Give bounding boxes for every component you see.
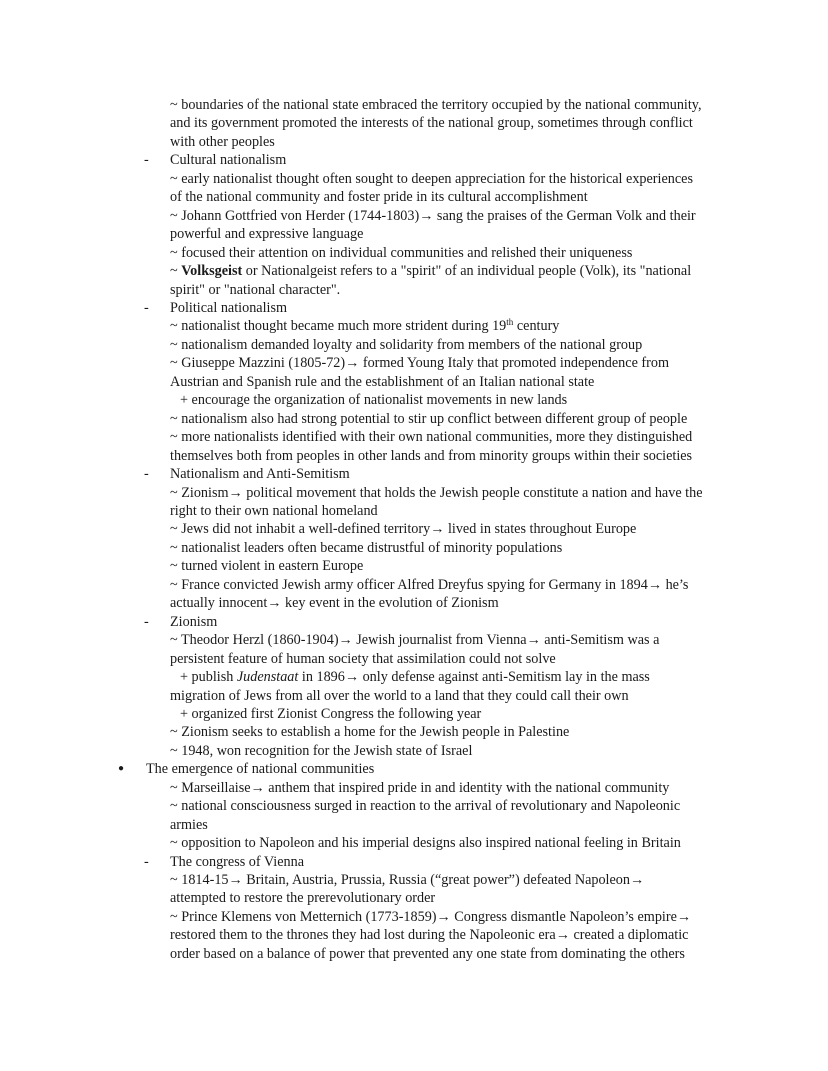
dash-marker: - xyxy=(144,299,149,316)
text-line: ~ Prince Klemens von Metternich (1773-1859)→ Congress dismantle Napoleon’s empire→ xyxy=(170,908,692,925)
text-line: Austrian and Spanish rule and the establishment of an Italian national state xyxy=(170,373,595,390)
text-line: ~ Johann Gottfried von Herder (1744-1803)→ sang the praises of the German Volk and their xyxy=(170,207,696,224)
text-line: with other peoples xyxy=(170,133,275,150)
text-run: + publish xyxy=(180,669,237,686)
subheading-label: Political nationalism xyxy=(170,299,288,316)
text-line: of the national community and foster pride in its cultural accomplishment xyxy=(170,189,588,206)
text-line: ~ Theodor Herzl (1860-1904)→ Jewish journalist from Vienna→ anti-Semitism was a xyxy=(170,632,660,649)
subheading-label: Cultural nationalism xyxy=(170,152,287,169)
subheading-political-nationalism xyxy=(0,299,828,317)
text-line: ~ Zionism seeks to establish a home for the Jewish people in Palestine xyxy=(170,724,570,741)
dash-marker: - xyxy=(144,853,149,870)
text-line: ~ boundaries of the national state embraced the territory occupied by the national community, xyxy=(170,97,702,113)
dash-marker: - xyxy=(144,152,149,169)
subheading-label: Nationalism and Anti-Semitism xyxy=(170,466,350,483)
text-line: ~ France convicted Jewish army officer Alfred Dreyfus spying for Germany in 1894→ he’s xyxy=(170,576,689,593)
text-line: + encourage the organization of nationalist movements in new lands xyxy=(180,392,568,409)
text-line: ~ opposition to Napoleon and his imperial designs also inspired national feeling in Britain xyxy=(170,835,681,852)
subheading-congress-of-vienna xyxy=(0,853,828,871)
text-line: ~ 1814-15→ Britain, Austria, Prussia, Russia (“great power”) defeated Napoleon→ xyxy=(170,872,645,889)
text-line: restored them to the thrones they had lost during the Napoleonic era→ created a diplomatic xyxy=(170,927,689,944)
dash-marker: - xyxy=(144,466,149,483)
text-line: ~ more nationalists identified with their own national communities, more they distinguished xyxy=(170,429,693,446)
text-line: ~ focused their attention on individual communities and relished their uniqueness xyxy=(170,244,633,261)
text-line: ~ national consciousness surged in reaction to the arrival of revolutionary and Napoleonic xyxy=(170,798,681,815)
text-line: ~ nationalist leaders often became distrustful of minority populations xyxy=(170,539,563,556)
superscript: th xyxy=(506,317,514,328)
text-line: armies xyxy=(170,816,208,833)
subheading-nationalism-anti-semitism xyxy=(0,465,828,483)
text-line xyxy=(0,668,828,686)
text-line: + organized first Zionist Congress the following year xyxy=(180,705,482,722)
heading-label: The emergence of national communities xyxy=(146,761,375,778)
text-line: ~ turned violent in eastern Europe xyxy=(170,558,364,575)
text-line xyxy=(0,317,828,335)
subheading-cultural-nationalism xyxy=(0,151,828,169)
text-run: century xyxy=(513,318,560,335)
subheading-label: Zionism xyxy=(170,613,218,630)
text-line: themselves both from peoples in other lands and from minority groups within their societies xyxy=(170,447,693,464)
text-line: ~ nationalism also had strong potential to stir up conflict between different group of people xyxy=(170,410,688,427)
text-line: persistent feature of human society that assimilation could not solve xyxy=(170,650,556,667)
bullet-marker: ● xyxy=(118,763,125,775)
text-line xyxy=(0,262,828,280)
text-line: ~ Zionism→ political movement that holds the Jewish people constitute a nation and have the xyxy=(170,484,703,501)
document-page xyxy=(0,96,828,963)
text-line: ~ Jews did not inhabit a well-defined territory→ lived in states throughout Europe xyxy=(170,521,637,538)
text-line: powerful and expressive language xyxy=(170,226,364,243)
text-line: ~ Marseillaise→ anthem that inspired pride in and identity with the national community xyxy=(170,779,670,796)
text-line: ~ Giuseppe Mazzini (1805-72)→ formed Young Italy that promoted independence from xyxy=(170,355,669,372)
subheading-zionism xyxy=(0,613,828,631)
text-line: ~ nationalism demanded loyalty and solidarity from members of the national group xyxy=(170,336,643,353)
text-run: ~ nationalist thought became much more strident during 19 xyxy=(170,318,507,335)
text-line: order based on a balance of power that prevented any one state from dominating the others xyxy=(170,945,685,962)
text-run: or Nationalgeist refers to a "spirit" of an individual people (Volk), its "national xyxy=(242,263,692,280)
text-line: actually innocent→ key event in the evolution of Zionism xyxy=(170,595,499,612)
text-line: ~ early nationalist thought often sought to deepen appreciation for the historical experiences xyxy=(170,170,693,187)
text-line: attempted to restore the prerevolutionary order xyxy=(170,890,436,907)
text-run: ~ xyxy=(170,263,182,280)
text-line: and its government promoted the interests of the national group, sometimes through conflict xyxy=(170,115,693,132)
text-line: spirit" or "national character". xyxy=(170,281,341,298)
subheading-label: The congress of Vienna xyxy=(170,853,305,870)
dash-marker: - xyxy=(144,613,149,630)
text-line: ~ 1948, won recognition for the Jewish state of Israel xyxy=(170,742,473,759)
text-line: migration of Jews from all over the world to a land that they could call their own xyxy=(170,687,629,704)
text-run: in 1896→ only defense against anti-Semitism lay in the mass xyxy=(298,669,650,686)
bold-term-volksgeist: Volksgeist xyxy=(181,263,243,280)
text-line: right to their own national homeland xyxy=(170,502,378,519)
italic-title-judenstaat: Judenstaat xyxy=(236,669,299,686)
heading-emergence-national-communities xyxy=(0,760,828,778)
